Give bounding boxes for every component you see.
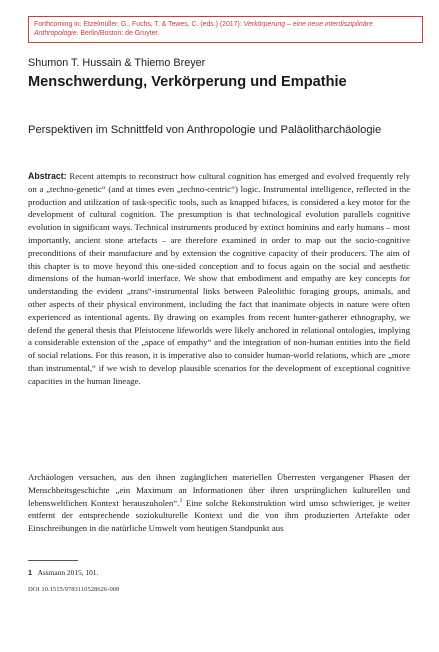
body-text-continued: Eine solche Rekonstruktion wird umso schwieriger, je weiter entfernt der entsprechende soziokulturelle Kontext und die von ihm produzierten Artefakte oder Einschreibungen in die natürliche Umwelt vom heutigen Standpunkt aus (28, 497, 410, 534)
chapter-title: Menschwerdung, Verkörperung und Empathie (28, 74, 347, 90)
body-text-start: Archäologen versuchen, aus den ihnen zugänglichen materiellen Überresten vergangener Phasen der Menschheitsgeschichte „ein Maximum an Informationen über ihren ursprünglichen kulturellen und lebensweltlichen Kontext herauszuholen“. (28, 472, 410, 508)
doi[interactable]: DOI 10.1515/9783110528626-009 (28, 586, 120, 593)
abstract (28, 170, 410, 388)
footnote-text: Assmann 2015, 101. (37, 568, 99, 577)
notice-publisher: . Berlin/Boston: de Gruyter. (76, 30, 160, 38)
footnote-number: 1 (28, 568, 33, 577)
footnote-reference[interactable]: 1 (179, 497, 183, 504)
notice-citation: Forthcoming in: Etzelmüller, G., Fuchs, T. & Tewes, C. (eds.) (2017): (34, 21, 242, 28)
chapter-subtitle: Perspektiven im Schnittfeld von Anthropologie und Paläolitharchäologie (28, 124, 382, 136)
body-paragraph (28, 471, 410, 535)
notice-book-title: Verkörperung – eine neue interdisziplinäre Anthropologie (34, 21, 373, 38)
authors: Shumon T. Hussain & Thiemo Breyer (28, 57, 206, 69)
abstract-label: Abstract: (28, 171, 67, 181)
footnote-divider (28, 560, 78, 561)
abstract-text: Recent attempts to reconstruct how cultural cognition has emerged and evolved frequently rely on a „techno-genetic“ (and at times even „techno-centric“) logic. Instrumental intelligence, reflected in the production and utilization of task-specific tools, such as knapped bifaces, is considered a key motor for the development of cultural cognition. The presumption is that technological evolution parallels cognitive evolution in significant ways. Technical instruments produced by extinct hominins and early humans – most importantly, ancient stone artefacts – are therefore examined in order to map out the socio-cognitive preconditions of their manufacture and by extension the cognitive capacity of their producers. The aim of this chapter is to move beyond this one-sided conception and to focus again on the social and aesthetic dimensions of the human-world interface. We show that embodiment and empathy are key concepts for understanding the evident „trans“-instrumental links between Paleolithic foraging groups, animals, and other aspects of their physical environment, including the fact that inanimate objects in nature were often experienced as intentional agents. By drawing on examples from recent hunter-gatherer ethnography, we defend the general thesis that Pleistocene lifeworlds were likely anchored in relational ontologies, implying a considerable extension of the „space of empathy“ and the integration of non-human entities into the field of social relations. For this reason, it is imperative also to consider human-world relations, which are „more than instrumental,“ if we wish to develop plausible scenarios for the development of exceptional cognitive capacities in the human lineage. (28, 171, 410, 386)
forthcoming-notice (28, 16, 423, 43)
footnote (28, 568, 410, 578)
